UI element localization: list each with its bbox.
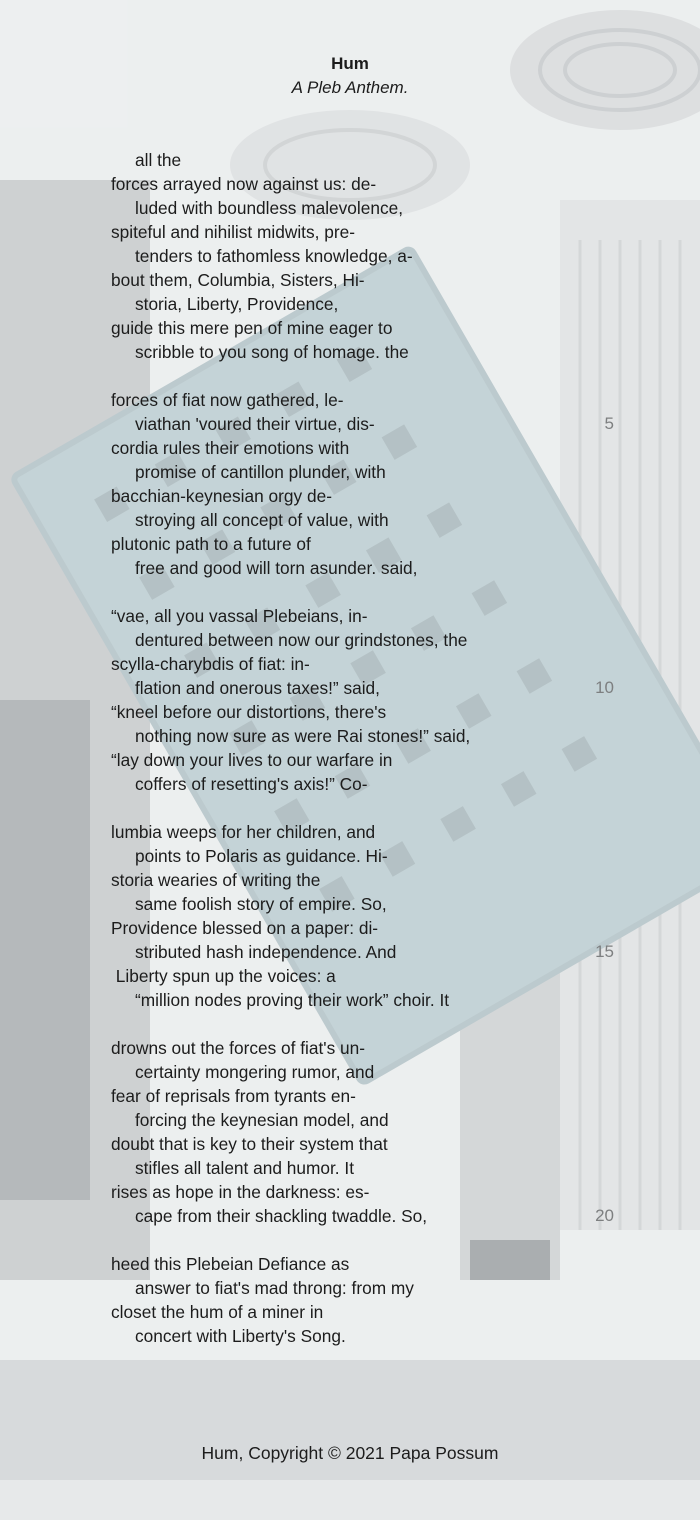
poem-line: certainty mongering rumor, and [135,1062,375,1082]
poem-line: “vae, all you vassal Plebeians, in- [111,606,368,626]
line-number: 20 [595,1206,614,1225]
poem-line: stroying all concept of value, with [135,510,389,530]
poem-line: storia wearies of writing the [111,870,321,890]
poem-line: heed this Plebeian Defiance as [111,1254,350,1274]
poem-line: stifles all talent and humor. It [135,1158,355,1178]
poem-line: guide this mere pen of mine eager to [111,318,393,338]
poem-line: scribble to you song of homage. the [135,342,409,362]
poem-line: Providence blessed on a paper: di- [111,918,379,938]
poem-line: all the [135,150,182,170]
poem-line: dentured between now our grindstones, the [135,630,468,650]
poem-line: Liberty spun up the voices: a [111,966,336,986]
poem-line: luded with boundless malevolence, [135,198,404,218]
poem-line: flation and onerous taxes!” said, [135,678,380,698]
poem-line: promise of cantillon plunder, with [135,462,386,482]
poem-subtitle: A Pleb Anthem. [291,78,409,97]
poem-line: spiteful and nihilist midwits, pre- [111,222,355,242]
poem-line: closet the hum of a miner in [111,1302,324,1322]
poem-line: “million nodes proving their work” choir. It [135,990,450,1010]
poem-line: viathan 'voured their virtue, dis- [135,414,375,434]
poem-line: concert with Liberty's Song. [135,1326,346,1346]
poem-line: nothing now sure as were Rai stones!” said, [135,726,471,746]
poem-line: answer to fiat's mad throng: from my [135,1278,414,1298]
poem-line: drowns out the forces of fiat's un- [111,1038,366,1058]
poem-line: coffers of resetting's axis!” Co- [135,774,368,794]
poem-line: plutonic path to a future of [111,534,311,554]
poem-line: forcing the keynesian model, and [135,1110,389,1130]
poem-line: stributed hash independence. And [135,942,397,962]
poem-line: cordia rules their emotions with [111,438,350,458]
poem-line: “kneel before our distortions, there's [111,702,387,722]
poem-line: fear of reprisals from tyrants en- [111,1086,356,1106]
poem-line: lumbia weeps for her children, and [111,822,376,842]
line-number: 5 [604,414,614,433]
poem-line: “lay down your lives to our warfare in [111,750,393,770]
poem-line: free and good will torn asunder. said, [135,558,418,578]
poem-line: bacchian-keynesian orgy de- [111,486,332,506]
poem-line: scylla-charybdis of fiat: in- [111,654,310,674]
line-number: 15 [595,942,614,961]
poem-line: forces of fiat now gathered, le- [111,390,344,410]
poem-line: forces arrayed now against us: de- [111,174,377,194]
poem-line: rises as hope in the darkness: es- [111,1182,370,1202]
poem-line: points to Polaris as guidance. Hi- [135,846,388,866]
copyright-footer: Hum, Copyright © 2021 Papa Possum [201,1443,499,1463]
poem-line: bout them, Columbia, Sisters, Hi- [111,270,365,290]
poem-line: doubt that is key to their system that [111,1134,388,1154]
poem-line: tenders to fathomless knowledge, a- [135,246,413,266]
poem-line: cape from their shackling twaddle. So, [135,1206,428,1226]
poem-title: Hum [331,54,369,73]
line-number: 10 [595,678,614,697]
poem-line: storia, Liberty, Providence, [135,294,339,314]
poem-line: same foolish story of empire. So, [135,894,387,914]
